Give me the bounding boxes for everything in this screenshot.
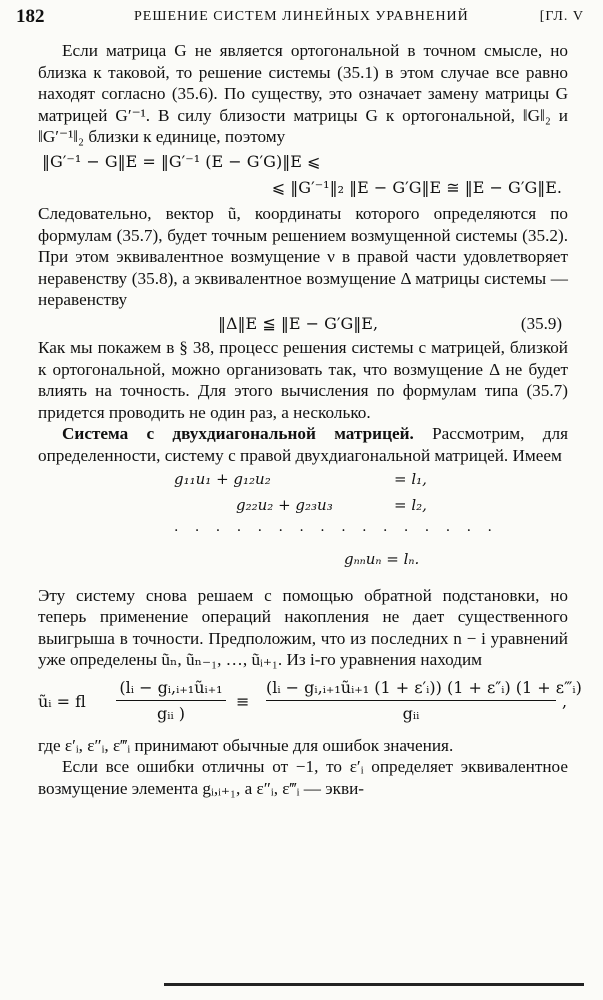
formula-back-substitution [38,677,582,729]
section-heading: Система с двухдиагональной матрицей. [62,424,414,444]
fraction-1 [116,677,226,725]
equation-number: (35.9) [520,313,562,333]
paragraph-5: Эту систему снова решаем с помощью обратной подстановки, но теперь применение операций накопления не дает существенного выигрыша в точности. Предположим, что из последних n − i уравнений уже определены ũₙ, ũₙ₋₁, …, ũᵢ₊₁. Из i-го уравнения находим [38,585,568,670]
paragraph-4 [38,423,568,466]
page-number: 182 [16,6,45,27]
system-row-1-lhs: g₁₁u₁ + g₁₂u₂ [174,469,271,488]
fraction-2-bar [266,700,556,701]
equation-35-9-expression: ‖Δ‖E ≦ ‖E − G′G‖E, [218,313,379,333]
footer-rule [164,983,584,986]
fraction-1-bar [116,700,226,701]
paragraph-1: Если матрица G не является ортогональной в точном смысле, но близка к таковой, то решение системы (35.1) в этом случае все равно находят согласно (35.6). По существу, это означает замену матрицы G матрицей G′⁻¹. В силу близости матрицы G к ортогональной, ‖G‖₂ и ‖G′⁻¹‖₂ близки к единице, поэтому [38,41,568,147]
fraction-2 [266,677,582,725]
page-body [38,40,582,800]
page-header [16,6,584,28]
running-title: РЕШЕНИЕ СИСТЕМ ЛИНЕЙНЫХ УРАВНЕНИЙ [134,9,469,24]
identity-sign: ≡ [236,691,250,711]
formula-lhs: ũᵢ = fl [38,691,86,711]
system-row-2-rhs: = l₂, [394,495,427,514]
fraction-1-numerator: (lᵢ − gᵢ,ᵢ₊₁ũᵢ₊₁ [119,677,223,697]
bidiagonal-system [38,467,568,585]
equation-35-9 [38,311,568,337]
paragraph-7: Если все ошибки отличны от −1, то ε′ᵢ определяет эквивалентное возмущение элемента gᵢ,ᵢ₊₁, а ε″ᵢ, ε‴ᵢ — экви- [38,757,568,799]
fraction-2-denominator: gᵢᵢ [402,704,420,724]
system-row-1-rhs: = l₁, [394,469,427,488]
paragraph-3: Как мы покажем в § 38, процесс решения системы с матрицей, близкой к ортогональной, можно организовать так, что возмущение Δ не будет влиять на точность. Для этого вычисления по формулам типа (35.7) придется проводить не один раз, а несколько. [38,337,568,422]
formula-norm-line-2: ⩽ ‖G′⁻¹‖₂ ‖E − G′G‖E ≅ ‖E − G′G‖E. [271,177,562,197]
fraction-1-denominator: gᵢᵢ ) [156,704,185,724]
paragraph-6: где ε′ᵢ, ε″ᵢ, ε‴ᵢ принимают обычные для ошибок значения. [38,735,454,755]
paragraph-4-text: Рассмотрим, для определенности, систему с правой двухдиагональной матрицей. Имеем [38,424,568,465]
fraction-2-numerator: (lᵢ − gᵢ,ᵢ₊₁ũᵢ₊₁ (1 + ε′ᵢ)) (1 + ε″ᵢ) (1 + ε‴ᵢ) [266,677,582,697]
paragraph-2: Следовательно, вектор ũ, координаты которого определяются по формулам (35.7), будет точным решением возмущенной системы (35.2). При этом эквивалентное возмущение ν в правой части удовлетворяет неравенству (35.8), а эквивалентное возмущение Δ матрицы системы — неравенству [38,203,568,310]
chapter-label: [ГЛ. V [539,9,584,24]
formula-comma: , [562,691,568,711]
system-row-n: gₙₙuₙ = lₙ. [344,549,420,568]
system-row-2-lhs: g₂₂u₂ + g₂₃u₃ [236,495,333,514]
formula-norm-line-1: ‖G′⁻¹ − G‖E = ‖G′⁻¹ (E − G′G)‖E ⩽ [42,151,321,171]
system-dots: · · · · · · · · · · · · · · · · [174,522,498,539]
